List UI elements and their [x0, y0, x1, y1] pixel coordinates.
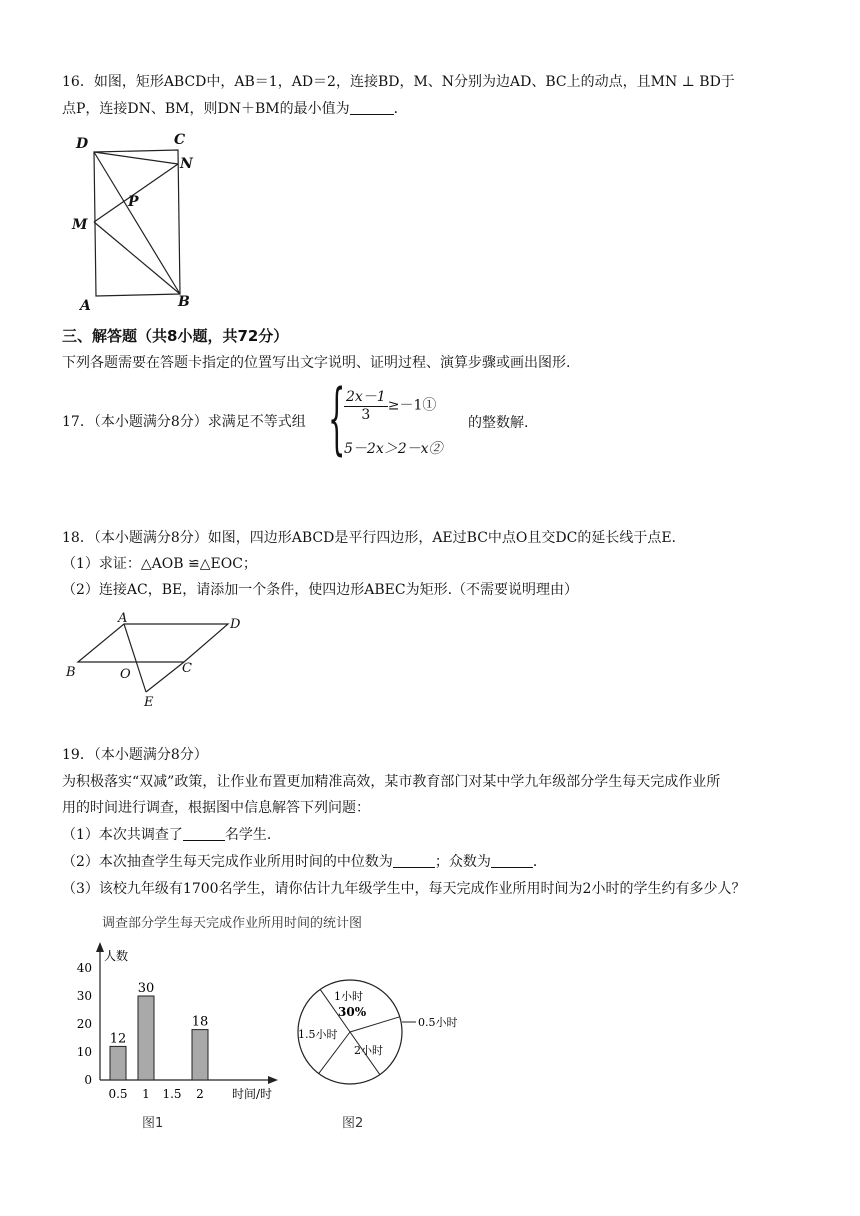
- q18-parallelogram-figure: [60, 610, 260, 710]
- q18-label-e: E: [144, 695, 154, 710]
- q18-label-b: B: [66, 665, 76, 680]
- q18-line3: （2）连接AC，BE，请添加一个条件，使四边形ABEC为矩形.（不需要说明理由）: [62, 582, 579, 598]
- pie-label-1-5h: 1.5小时: [298, 1028, 338, 1041]
- q17-prefix: 17．（本小题满分8分）求满足不等式组: [62, 414, 306, 430]
- q16-line1: 16．如图，矩形ABCD中，AB＝1，AD＝2，连接BD，M、N分别为边AD、BC上的动点，且MN ⊥ BD于: [62, 74, 735, 90]
- q18-label-c: C: [182, 661, 192, 676]
- q19-line6: （3）该校九年级有1700名学生，请你估计九年级学生中，每天完成作业所用时间为2小时的学生约有多少人？: [62, 881, 746, 897]
- bar-data-label: 18: [191, 1014, 209, 1030]
- q17-ineq1: [344, 386, 436, 423]
- q19-blank-count[interactable]: [183, 826, 225, 841]
- q18-line1: 18．（本小题满分8分）如图，四边形ABCD是平行四边形，AE过BC中点O且交DC的延长线于点E.: [62, 530, 676, 546]
- pie-label-1h-percent: 30%: [338, 1005, 367, 1019]
- q19-line2: 为积极落实“双减”政策，让作业布置更加精准高效，某市教育部门对某中学九年级部分学生每天完成作业所: [62, 774, 721, 790]
- q16-label-c: C: [174, 132, 186, 148]
- q16-rectangle-figure: [70, 128, 200, 314]
- q16-label-b: B: [178, 294, 190, 310]
- q16-label-d: D: [76, 136, 89, 152]
- q17-brace: {: [328, 374, 346, 464]
- y-tick-label: 10: [76, 1045, 92, 1059]
- x-tick-label: 1: [142, 1087, 150, 1101]
- bar-data-label: 30: [137, 981, 155, 996]
- section3-instruction: 下列各题需要在答题卡指定的位置写出文字说明、证明过程、演算步骤或画出图形.: [62, 355, 571, 371]
- q19-blank-median[interactable]: [393, 853, 435, 868]
- fig1-caption: 图1: [142, 1116, 164, 1131]
- q19-line4: [62, 825, 271, 845]
- q18-label-d: D: [230, 617, 241, 632]
- q17-suffix: 的整数解.: [468, 415, 529, 431]
- fig2-caption: 图2: [342, 1116, 364, 1131]
- bar: [110, 1046, 126, 1080]
- y-tick-label: 0: [84, 1073, 92, 1087]
- q19-line4-pre: （1）本次共调查了: [62, 827, 183, 843]
- q16-label-a: A: [80, 298, 91, 314]
- q19-line1: 19．（本小题满分8分）: [62, 747, 208, 763]
- q19-line4-post: 名学生.: [224, 827, 272, 843]
- q18-line2: （1）求证：△AOB ≌△EOC；: [62, 556, 257, 572]
- bar: [138, 996, 154, 1080]
- q18-label-a: A: [118, 611, 128, 626]
- q17-ineq2: 5－2x＞2－x②: [344, 441, 443, 457]
- bar-data-label: 12: [109, 1031, 127, 1047]
- pie-label-2h: 2小时: [354, 1044, 383, 1057]
- q19-line5-mid: ；众数为: [434, 854, 491, 870]
- bar-chart-ylabel: 人数: [104, 949, 129, 963]
- y-tick-label: 30: [76, 989, 92, 1003]
- q19-line5-post: ．: [532, 854, 547, 870]
- q16-line2-text: 点P，连接DN、BM，则DN＋BM的最小值为: [62, 101, 350, 117]
- q16-answer-blank[interactable]: [350, 100, 394, 115]
- x-tick-label: 2: [196, 1087, 204, 1101]
- q19-line3: 用的时间进行调查，根据图中信息解答下列问题：: [62, 800, 370, 816]
- pie-chart: [290, 978, 470, 1088]
- q19-line5: [62, 852, 547, 872]
- x-tick-label: 1.5: [162, 1087, 182, 1101]
- pie-label-0-5h: 0.5小时: [418, 1016, 458, 1029]
- q17-ineq1-numerator: 2x－1: [344, 386, 388, 407]
- q18-label-o: O: [120, 667, 131, 682]
- q17-ineq1-rest: ≥－1①: [387, 397, 437, 414]
- pie-label-1h: 1小时: [334, 990, 363, 1003]
- bar-chart: [62, 938, 292, 1108]
- y-tick-label: 40: [76, 961, 92, 975]
- q17-ineq1-denominator: 3: [361, 407, 371, 423]
- q19-figure-title: 调查部分学生每天完成作业所用时间的统计图: [102, 916, 363, 931]
- bar-chart-xlabel: 时间/时: [232, 1087, 273, 1101]
- bar: [192, 1030, 208, 1080]
- x-tick-label: 0.5: [108, 1087, 128, 1101]
- pie-slice-boundary: [350, 1017, 400, 1032]
- q16-label-p: P: [128, 194, 139, 210]
- section3-title: 三、解答题（共8小题，共72分）: [62, 327, 289, 345]
- q16-label-n: N: [180, 156, 193, 172]
- q19-blank-mode[interactable]: [491, 853, 533, 868]
- q19-line5-pre: （2）本次抽查学生每天完成作业所用时间的中位数为: [62, 854, 393, 870]
- q16-line2-end: ．: [393, 101, 408, 117]
- y-tick-label: 20: [76, 1017, 92, 1031]
- q16-line2: [62, 99, 408, 119]
- q16-label-m: M: [72, 217, 88, 233]
